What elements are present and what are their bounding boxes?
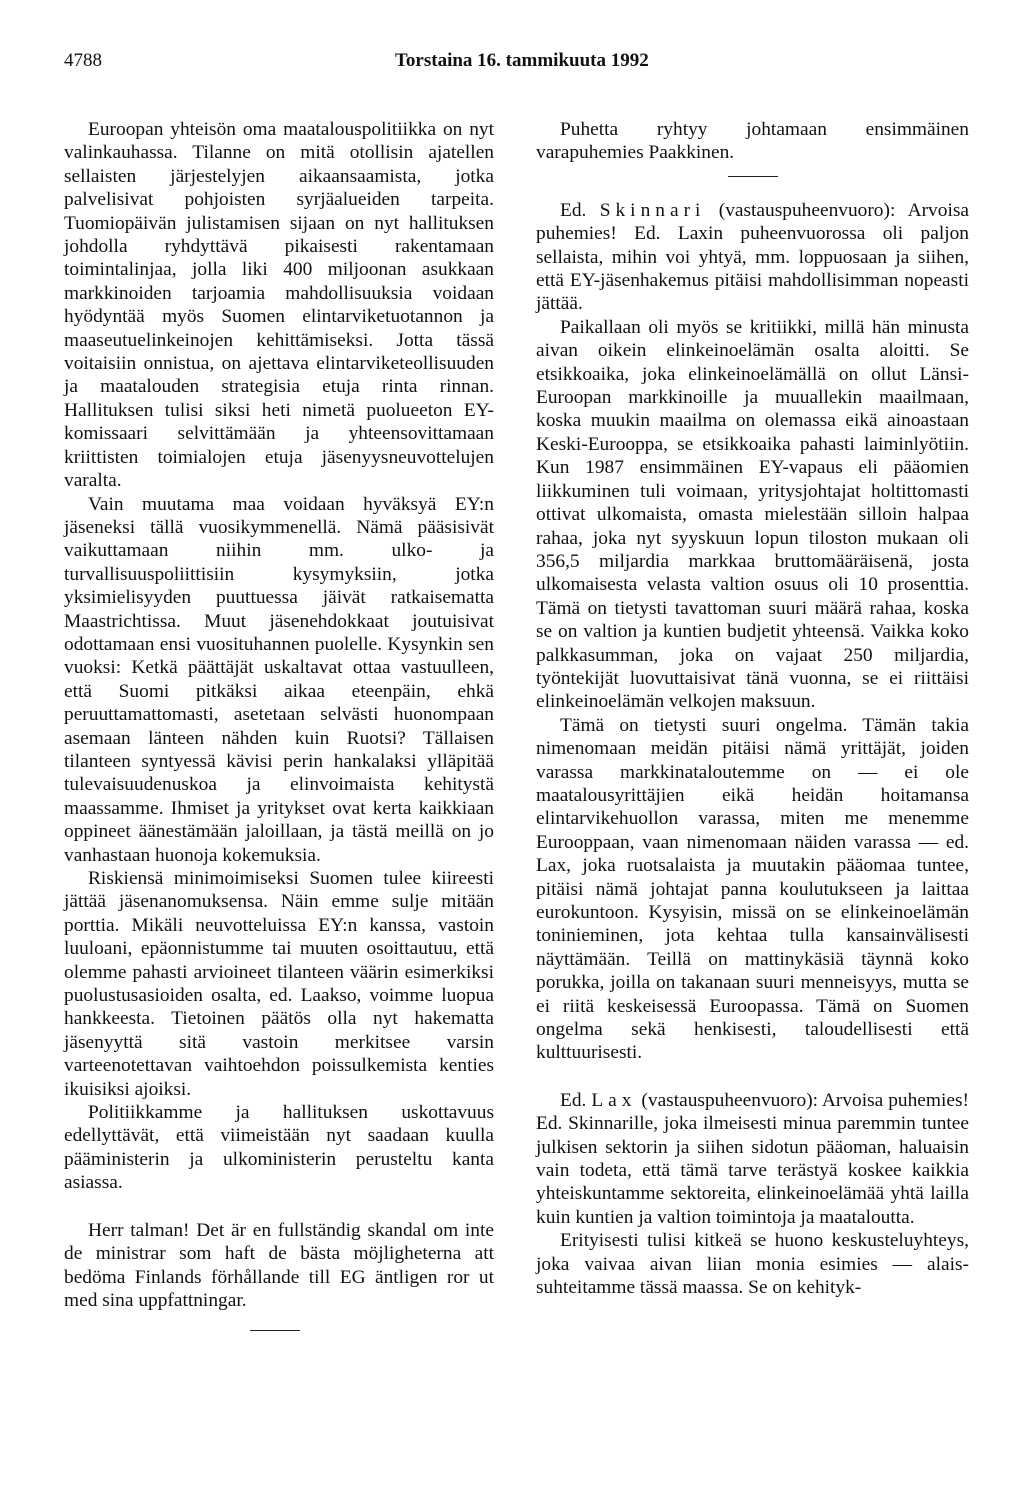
section-divider — [728, 176, 778, 177]
spacer — [536, 1065, 969, 1089]
paragraph: Erityisesti tulisi kitkeä se huono keskusteluyhteys, joka vaivaa aivan liian monia esimies — alais-suhteitamme tässä maassa. Se on kehityk- — [536, 1230, 969, 1299]
paragraph: Herr talman! Det är en fullständig skandal om inte de ministrar som haft de bästa möjligheterna att bedöma Finlands förhållande till EG äntligen ror ut med sina uppfattningar. — [64, 1219, 494, 1311]
page-header — [64, 50, 964, 76]
speaker-name: Skinnari — [599, 199, 706, 221]
speech-skinnari — [536, 199, 969, 316]
speech-lax — [536, 1089, 969, 1229]
section-divider — [250, 1330, 300, 1331]
speaker-name: Lax — [591, 1089, 637, 1111]
page-number: 4788 — [64, 50, 102, 71]
speaker-prefix: Ed. — [560, 1089, 587, 1111]
spacer — [536, 189, 969, 199]
left-column — [64, 118, 494, 1331]
paragraph: Paikallaan oli myös se kritiikki, millä hän minusta aivan oikein elinkeinoelämän osalta aloitti. Se etsikkoaika, joka elinkeinoelämällä on ollut Länsi-Euroopan markkinoille ja muuallekin maailmaan, koska muukin maailma on olemassa eikä ainoastaan Keski-Eurooppa, se etsikkoaika pahasti laiminlyötiin. Kun 1987 ensimmäinen EY-vapaus eli pääomien liikkuminen tuli voimaan, yritysjohtajat holtittomasti ottivat ulkomaista, omasta mielestään silloin halpaa rahaa, joka nyt syyskuun lopun tiloston mukaan oli 356,5 miljardia markkaa bruttomääräisenä, josta ulkomaisesta velasta valtion osuus oli 10 prosenttia. Tämä on tietysti tavattoman suuri määrä rahaa, koska se on valtion ja kuntien budjetit yhteensä. Vaikka koko palkkasumman, joka on vajaat 250 miljardia, työntekijät luovuttaisivat tänä vuonna, se ei riittäisi elinkeinoelämän velkojen maksuun. — [536, 316, 969, 713]
paragraph: Euroopan yhteisön oma maatalouspolitiikka on nyt valinkauhassa. Tilanne on mitä otollisin ajatellen sellaisten järjestelyjen aikaansaamista, jotka palvelisivat pohjoisten syrjäalueiden tarpeita. Tuomiopäivän julistamisen sijaan on nyt hallituksen johdolla ryhdyttävä pikaisesti rakentamaan toimintalinjaa, jolla liki 400 miljoonan asukkaan markkinoiden tarjoamia mahdollisuuksia voidaan hyödyntää myös Suomen elintarviketuotannon ja maaseutuelinkeinojen kehittämiseksi. Jotta tässä voitaisiin onnistua, on ajettava elintarviketeollisuuden ja maatalouden strategisia etuja rinta rinnan. Hallituksen tulisi siksi heti nimetä puolueeton EY-komissaari selvittämään ja yhteensovittamaan kriittisten toimialojen etuja jäsenyysneuvottelujen varalta. — [64, 119, 494, 492]
running-title: Torstaina 16. tammikuuta 1992 — [395, 50, 649, 71]
paragraph: Riskiensä minimoimiseksi Suomen tulee kiireesti jättää jäsenanomuksensa. Näin emme sulje mitään porttia. Mikäli neuvotteluissa EY:n kanssa, vastoin luuloani, epäonnistumme tai muuten osoittautuu, että olemme pahasti arvioineet tilanteen väärin esimerkiksi puolustusasioiden osalta, ed. Laakso, voimme luopua hankkeesta. Tietoinen päätös olla nyt hakematta jäsenyyttä sitä vastoin merkitsee varsin varteenotettavan vaihtoehdon poissulkemista kenties ikuisiksi ajoiksi. — [64, 868, 494, 1100]
paragraph: Tämä on tietysti suuri ongelma. Tämän takia nimenomaan meidän pitäisi nämä yrittäjät, joiden varassa markkinataloutemme on — ei ole maatalousyrittäjien eikä heidän hoitamansa elintarvikehuollon varassa, miten me menemme Eurooppaan, vaan nimenomaan näiden varassa — ed. Lax, joka ruotsalaista ja muutakin pääomaa tuntee, pitäisi nämä johtajat panna koulutukseen ja laittaa eurokuntoon. Kysyisin, missä on se elinkeinoelämän toninieminen, jota kehtaa tulla kansainvälisesti näyttämään. Teillä on mattinykäsiä täynnä koko porukka, joilla on takanaan suuri menneisyys, mutta se ei riitä keskeisessä Euroopassa. Tämä on Suomen ongelma sekä henkisesti, taloudellisesti että kulttuurisesti. — [536, 714, 969, 1064]
right-column — [536, 118, 969, 1300]
paragraph: Vain muutama maa voidaan hyväksyä EY:n jäseneksi tällä vuosikymmenellä. Nämä pääsisivät vaikuttamaan niihin mm. ulko- ja turvallisuuspoliittisiin kysymyksiin, jotka yksimielisyyden puuttuessa jäivät ratkaisematta Maastrichtissa. Muut jäsenehdokkaat joutuisivat odottamaan ensi vuosituhannen puolelle. Kysynkin sen vuoksi: Ketkä päättäjät uskaltavat ottaa vastuulleen, että Suomi pitkäksi aikaa eteenpäin, ehkä peruuttamattomasti, asetetaan selvästi huonompaan asemaan länteen nähden kuin Ruotsi? Tällaisen tilanteen syntyessä kävisi perin hankalaksi ylläpitää tulevaisuudenuskoa ja elinvoimaista kehitystä maassamme. Ihmiset ja yritykset ovat kerta kaikkiaan oppineet äänestämään jaloillaan, ja tästä meillä on jo vanhastaan huonoja kokemuksia. — [64, 493, 494, 866]
speech-text: (vastauspuheenvuoro): Arvoisa puhemies! Ed. Skinnarille, joka ilmeisesti minua paremmin tuntee julkisen sektorin ja siihen sidotun pääoman, haluaisin vain todeta, että tämä tarve terästyä koskee kaikkia yhteiskuntamme sektoreita, elinkeinoelämää yhtä lailla kuin kuntien ja valtion toimintoja ja maataloutta. — [536, 1089, 969, 1228]
spacer — [64, 1195, 494, 1219]
paragraph: Politiikkamme ja hallituksen uskottavuus edellyttävät, että viimeistään nyt saadaan kuulla pääministerin ja ulkoministerin perusteltu kanta asiassa. — [64, 1102, 494, 1194]
speech-text: (vastauspuheenvuoro): Arvoisa puhemies! Ed. Laxin puheenvuorossa oli paljon sellaista, mihin voi yhtyä, mm. loppuosaan ja siihen, että EY-jäsenhakemus pitäisi mahdollisimman nopeasti jättää. — [536, 199, 969, 315]
speaker-prefix: Ed. — [560, 199, 587, 221]
chair-notice: Puhetta ryhtyy johtamaan ensimmäinen varapuhemies Paakkinen. — [536, 119, 969, 164]
